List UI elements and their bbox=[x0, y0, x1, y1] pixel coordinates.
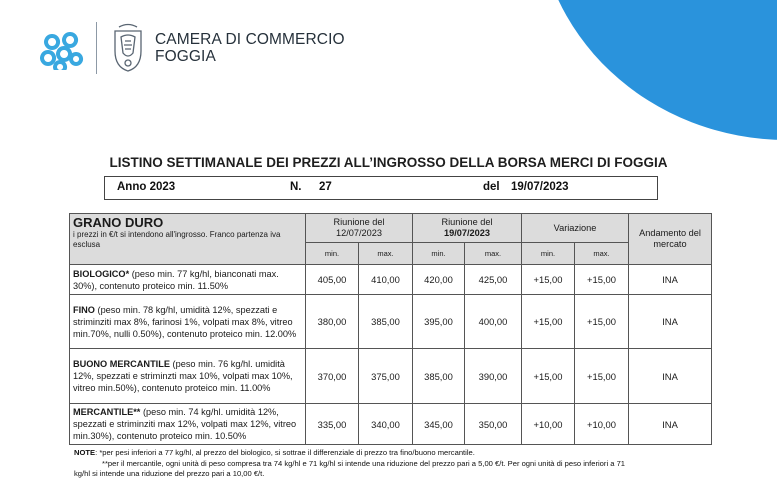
brand-decoration-arc bbox=[537, 0, 777, 140]
footnote-2: **per il mercantile, ogni unità di peso compresa tra 74 kg/hl e 71 kg/hl si intende una riduzione del prezzo pari a 5,00 €/t. Per ogni unità di peso inferiori a 71 bbox=[102, 458, 626, 468]
variation-max: +15,00 bbox=[575, 349, 629, 404]
issue-number: 27 bbox=[319, 181, 332, 193]
product-name: BUONO MERCANTILE bbox=[73, 359, 170, 369]
product-description bbox=[70, 404, 306, 445]
document-title: LISTINO SETTIMANALE DEI PREZZI ALL’INGROSSO DELLA BORSA MERCI DI FOGGIA bbox=[109, 155, 668, 170]
prev-min-price: 405,00 bbox=[306, 265, 359, 295]
price-table bbox=[69, 213, 712, 445]
table-row bbox=[70, 295, 712, 349]
prev-max-price: 340,00 bbox=[359, 404, 413, 445]
market-trend: INA bbox=[629, 349, 712, 404]
footnote-2-continued: kg/hl si intende una riduzione del prezzo pari a 10,00 €/t. bbox=[74, 469, 265, 478]
curr-max-price: 350,00 bbox=[465, 404, 522, 445]
heraldic-crest-icon bbox=[109, 23, 147, 73]
prev-max-price: 385,00 bbox=[359, 295, 413, 349]
curr-min-price: 395,00 bbox=[413, 295, 465, 349]
prev-min-price: 380,00 bbox=[306, 295, 359, 349]
grano-duro-heading: GRANO DURO bbox=[73, 215, 164, 230]
product-spec: (peso min. 74 kg/hl. umidità 12%, spezzati e striminziti max 12%, volpati max 12%, vitreo min.30%), contenuto proteico min. 10.50% bbox=[73, 407, 297, 441]
variation-min: +15,00 bbox=[522, 349, 575, 404]
previous-meeting-label: Riunione del bbox=[333, 217, 385, 227]
prev-max-price: 375,00 bbox=[359, 349, 413, 404]
curr-min-header: min. bbox=[413, 243, 465, 265]
market-trend: INA bbox=[629, 295, 712, 349]
product-description bbox=[70, 265, 306, 295]
variation-max: +15,00 bbox=[575, 295, 629, 349]
organization-name bbox=[155, 31, 345, 65]
product-description bbox=[70, 349, 306, 404]
chamber-network-logo-icon bbox=[40, 26, 84, 70]
previous-meeting-header bbox=[306, 214, 413, 243]
var-min-header: min. bbox=[522, 243, 575, 265]
current-meeting-label: Riunione del bbox=[441, 217, 493, 227]
curr-max-price: 425,00 bbox=[465, 265, 522, 295]
prev-max-price: 410,00 bbox=[359, 265, 413, 295]
header-row bbox=[70, 214, 712, 243]
product-spec: (peso min. 76 kg/hl. umidità 12%, spezzati e striminzti max 10%, volpati max 10%, vitreo min.50%), contenuto proteico min. 11.00% bbox=[73, 359, 293, 393]
product-spec: (peso min. 78 kg/hl, umidità 12%, spezzati e striminziti max 8%, farinosi 1%, volpati max 8%, vitreo min.70%, nulli 0.50%), contenuto proteico min. 12.00% bbox=[73, 304, 297, 339]
price-terms-note: i prezzi in €/t si intendono all'ingrosso. Franco partenza iva esclusa bbox=[73, 230, 281, 249]
issue-info-box bbox=[104, 176, 658, 200]
current-meeting-header bbox=[413, 214, 522, 243]
variation-min: +10,00 bbox=[522, 404, 575, 445]
prev-max-header: max. bbox=[359, 243, 413, 265]
variation-min: +15,00 bbox=[522, 295, 575, 349]
year-label: Anno 2023 bbox=[117, 181, 176, 193]
footnote-1-text: : *per pesi inferiori a 77 kg/hl, al prezzo del biologico, si sottrae il differenziale di prezzo tra fino/buono mercantile. bbox=[95, 448, 475, 457]
previous-meeting-date: 12/07/2023 bbox=[336, 228, 382, 238]
market-trend-header: Andamento del mercato bbox=[629, 214, 712, 265]
variation-max: +15,00 bbox=[575, 265, 629, 295]
notes-label: NOTE bbox=[74, 448, 96, 457]
header-logo bbox=[40, 22, 345, 74]
product-name: FINO bbox=[73, 304, 95, 315]
product-name: BIOLOGICO* bbox=[73, 268, 130, 279]
market-trend: INA bbox=[629, 404, 712, 445]
product-name: MERCANTILE** bbox=[73, 407, 141, 417]
product-description bbox=[70, 295, 306, 349]
product-spec: (peso min. 77 kg/hl, bianconati max. 30%), contenuto proteico min. 11.50% bbox=[73, 268, 279, 291]
footnotes bbox=[74, 448, 714, 480]
grano-duro-header-cell bbox=[70, 214, 306, 265]
prev-min-price: 370,00 bbox=[306, 349, 359, 404]
issue-date: 19/07/2023 bbox=[511, 181, 569, 193]
prev-min-header: min. bbox=[306, 243, 359, 265]
prev-min-price: 335,00 bbox=[306, 404, 359, 445]
table-row bbox=[70, 349, 712, 404]
curr-min-price: 420,00 bbox=[413, 265, 465, 295]
date-label: del bbox=[483, 181, 500, 193]
market-trend: INA bbox=[629, 265, 712, 295]
table-row bbox=[70, 404, 712, 445]
curr-max-price: 400,00 bbox=[465, 295, 522, 349]
variation-min: +15,00 bbox=[522, 265, 575, 295]
curr-min-price: 385,00 bbox=[413, 349, 465, 404]
footnote-1 bbox=[74, 448, 714, 459]
number-label: N. bbox=[290, 181, 302, 193]
curr-max-price: 390,00 bbox=[465, 349, 522, 404]
curr-min-price: 345,00 bbox=[413, 404, 465, 445]
variation-max: +10,00 bbox=[575, 404, 629, 445]
table-row bbox=[70, 265, 712, 295]
logo-divider bbox=[96, 22, 97, 74]
current-meeting-date: 19/07/2023 bbox=[444, 228, 490, 238]
variation-header: Variazione bbox=[522, 214, 629, 243]
var-max-header: max. bbox=[575, 243, 629, 265]
org-name-line2: FOGGIA bbox=[155, 48, 216, 65]
curr-max-header: max. bbox=[465, 243, 522, 265]
org-name-line1: CAMERA DI COMMERCIO bbox=[155, 31, 345, 48]
